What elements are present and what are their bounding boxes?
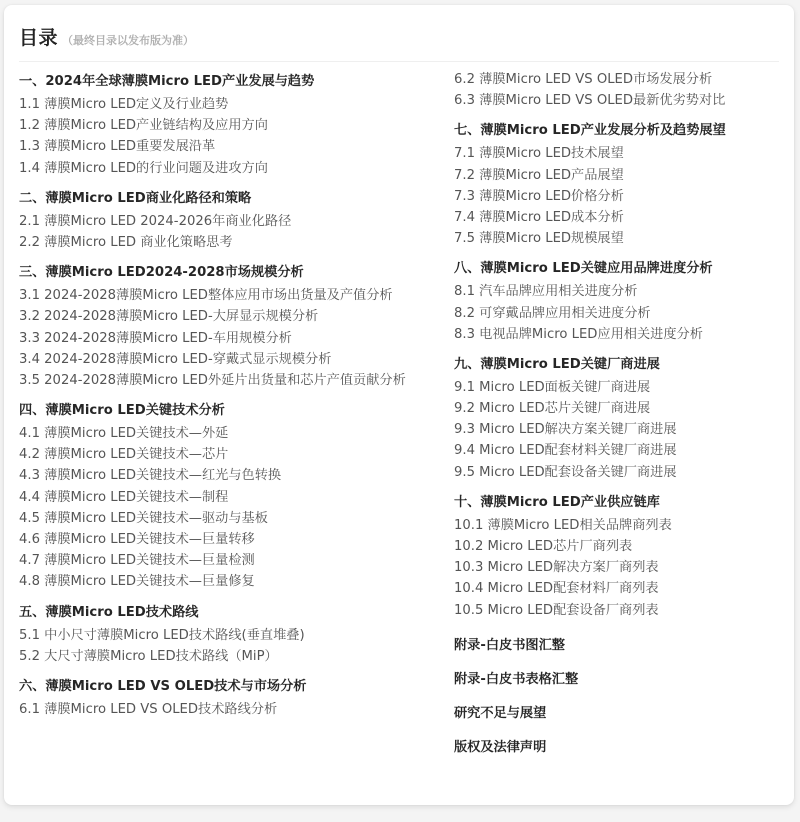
toc-item[interactable]: 2.2 薄膜Micro LED 商业化策略思考 — [19, 234, 233, 250]
toc-item[interactable]: 1.3 薄膜Micro LED重要发展沿革 — [19, 139, 216, 155]
toc-item[interactable]: 7.5 薄膜Micro LED规模展望 — [454, 231, 624, 247]
toc-item[interactable]: 10.5 Micro LED配套设备厂商列表 — [454, 602, 659, 618]
toc-item[interactable]: 1.4 薄膜Micro LED的行业问题及进攻方向 — [19, 160, 268, 176]
section-title[interactable]: 五、薄膜Micro LED技术路线 — [19, 604, 199, 620]
toc-item[interactable]: 9.5 Micro LED配套设备关键厂商进展 — [454, 464, 677, 480]
page-title: 目录 — [19, 27, 59, 49]
toc-item[interactable]: 2.1 薄膜Micro LED 2024-2026年商业化路径 — [19, 213, 292, 229]
toc-item[interactable]: 3.4 2024-2028薄膜Micro LED-穿戴式显示规模分析 — [19, 351, 332, 367]
header-divider — [19, 61, 779, 62]
toc-left-column — [19, 71, 439, 720]
toc-item[interactable]: 9.2 Micro LED芯片关键厂商进展 — [454, 401, 651, 417]
toc-item[interactable]: 6.2 薄膜Micro LED VS OLED市场发展分析 — [454, 72, 713, 87]
toc-section-3 — [19, 262, 439, 391]
toc-item[interactable]: 10.2 Micro LED芯片厂商列表 — [454, 539, 633, 554]
section-gap — [19, 253, 439, 262]
toc-item[interactable]: 3.5 2024-2028薄膜Micro LED外延片出货量和芯片产值贡献分析 — [19, 372, 406, 388]
section-title[interactable]: 十、薄膜Micro LED产业供应链库 — [454, 494, 660, 510]
toc-appendices — [454, 635, 784, 771]
toc-section-10 — [454, 492, 784, 621]
section-gap — [454, 111, 784, 120]
toc-section-5 — [19, 602, 439, 667]
toc-item[interactable]: 4.2 薄膜Micro LED关键技术—芯片 — [19, 447, 229, 463]
toc-section-2 — [19, 188, 439, 253]
toc-section-8 — [454, 258, 784, 345]
toc-item[interactable]: 5.2 大尺寸薄膜Micro LED技术路线（MiP） — [19, 648, 278, 664]
section-gap — [19, 667, 439, 676]
toc-item[interactable]: 7.4 薄膜Micro LED成本分析 — [454, 209, 624, 225]
section-title[interactable]: 二、薄膜Micro LED商业化路径和策略 — [19, 190, 252, 206]
toc-section-9 — [454, 354, 784, 483]
toc-item[interactable]: 4.5 薄膜Micro LED关键技术—驱动与基板 — [19, 510, 268, 526]
toc-right-column — [454, 69, 784, 771]
toc-item[interactable]: 8.2 可穿戴品牌应用相关进度分析 — [454, 305, 651, 321]
section-title[interactable]: 七、薄膜Micro LED产业发展分析及趋势展望 — [454, 123, 726, 139]
toc-item[interactable]: 8.3 电视品牌Micro LED应用相关进度分析 — [454, 326, 703, 342]
toc-item[interactable]: 3.2 2024-2028薄膜Micro LED-大屏显示规模分析 — [19, 309, 319, 325]
toc-item[interactable]: 1.2 薄膜Micro LED产业链结构及应用方向 — [19, 118, 268, 134]
toc-item[interactable]: 1.1 薄膜Micro LED定义及行业趋势 — [19, 97, 229, 112]
toc-item[interactable]: 9.4 Micro LED配套材料关键厂商进展 — [454, 443, 677, 459]
toc-item[interactable]: 7.3 薄膜Micro LED价格分析 — [454, 188, 624, 204]
section-title[interactable]: 九、薄膜Micro LED关键厂商进展 — [454, 356, 660, 372]
toc-item[interactable]: 4.6 薄膜Micro LED关键技术—巨量转移 — [19, 532, 255, 547]
section-title[interactable]: 三、薄膜Micro LED2024-2028市场规模分析 — [19, 265, 304, 281]
section-gap — [454, 621, 784, 635]
toc-item[interactable]: 9.1 Micro LED面板关键厂商进展 — [454, 379, 651, 395]
toc-section-6 — [19, 676, 439, 720]
section-title[interactable]: 一、2024年全球薄膜Micro LED产业发展与趋势 — [19, 74, 315, 89]
section-gap — [454, 345, 784, 354]
toc-section-1 — [19, 71, 439, 179]
page-subtitle: （最终目录以发布版为准） — [62, 34, 195, 47]
toc-item[interactable]: 4.3 薄膜Micro LED关键技术—红光与色转换 — [19, 468, 282, 484]
research-limitations[interactable]: 研究不足与展望 — [454, 705, 547, 721]
toc-item[interactable]: 10.4 Micro LED配套材料厂商列表 — [454, 581, 659, 597]
toc-section-4 — [19, 400, 439, 593]
toc-item[interactable]: 3.1 2024-2028薄膜Micro LED整体应用市场出货量及产值分析 — [19, 288, 393, 304]
toc-item[interactable]: 6.1 薄膜Micro LED VS OLED技术路线分析 — [19, 701, 278, 717]
copyright-legal-notice[interactable]: 版权及法律声明 — [454, 739, 547, 755]
toc-item[interactable]: 7.2 薄膜Micro LED产品展望 — [454, 167, 624, 183]
toc-item[interactable]: 8.1 汽车品牌应用相关进度分析 — [454, 284, 638, 300]
section-title[interactable]: 四、薄膜Micro LED关键技术分析 — [19, 403, 225, 419]
toc-item[interactable]: 5.1 中小尺寸薄膜Micro LED技术路线(垂直堆叠) — [19, 627, 305, 643]
toc-section-6-continued — [454, 69, 784, 111]
appendix-figures[interactable]: 附录-白皮书图汇整 — [454, 637, 565, 653]
section-gap — [19, 593, 439, 602]
toc-item[interactable]: 3.3 2024-2028薄膜Micro LED-车用规模分析 — [19, 330, 292, 346]
toc-item[interactable]: 4.7 薄膜Micro LED关键技术—巨量检测 — [19, 553, 255, 569]
toc-header — [19, 23, 194, 50]
toc-item[interactable]: 6.3 薄膜Micro LED VS OLED最新优劣势对比 — [454, 93, 726, 109]
toc-item[interactable]: 10.1 薄膜Micro LED相关品牌商列表 — [454, 517, 672, 533]
section-title[interactable]: 六、薄膜Micro LED VS OLED技术与市场分析 — [19, 678, 307, 694]
toc-card — [4, 5, 794, 805]
toc-item[interactable]: 10.3 Micro LED解决方案厂商列表 — [454, 560, 659, 576]
section-gap — [454, 249, 784, 258]
toc-section-7 — [454, 120, 784, 249]
section-gap — [454, 483, 784, 492]
toc-item[interactable]: 4.1 薄膜Micro LED关键技术—外延 — [19, 426, 229, 442]
toc-item[interactable]: 7.1 薄膜Micro LED技术展望 — [454, 146, 624, 162]
section-gap — [19, 179, 439, 188]
section-title[interactable]: 八、薄膜Micro LED关键应用品牌进度分析 — [454, 261, 713, 277]
appendix-tables[interactable]: 附录-白皮书表格汇整 — [454, 671, 579, 687]
toc-item[interactable]: 4.8 薄膜Micro LED关键技术—巨量修复 — [19, 574, 255, 590]
toc-item[interactable]: 9.3 Micro LED解决方案关键厂商进展 — [454, 422, 677, 438]
section-gap — [19, 391, 439, 400]
toc-item[interactable]: 4.4 薄膜Micro LED关键技术—制程 — [19, 489, 229, 505]
